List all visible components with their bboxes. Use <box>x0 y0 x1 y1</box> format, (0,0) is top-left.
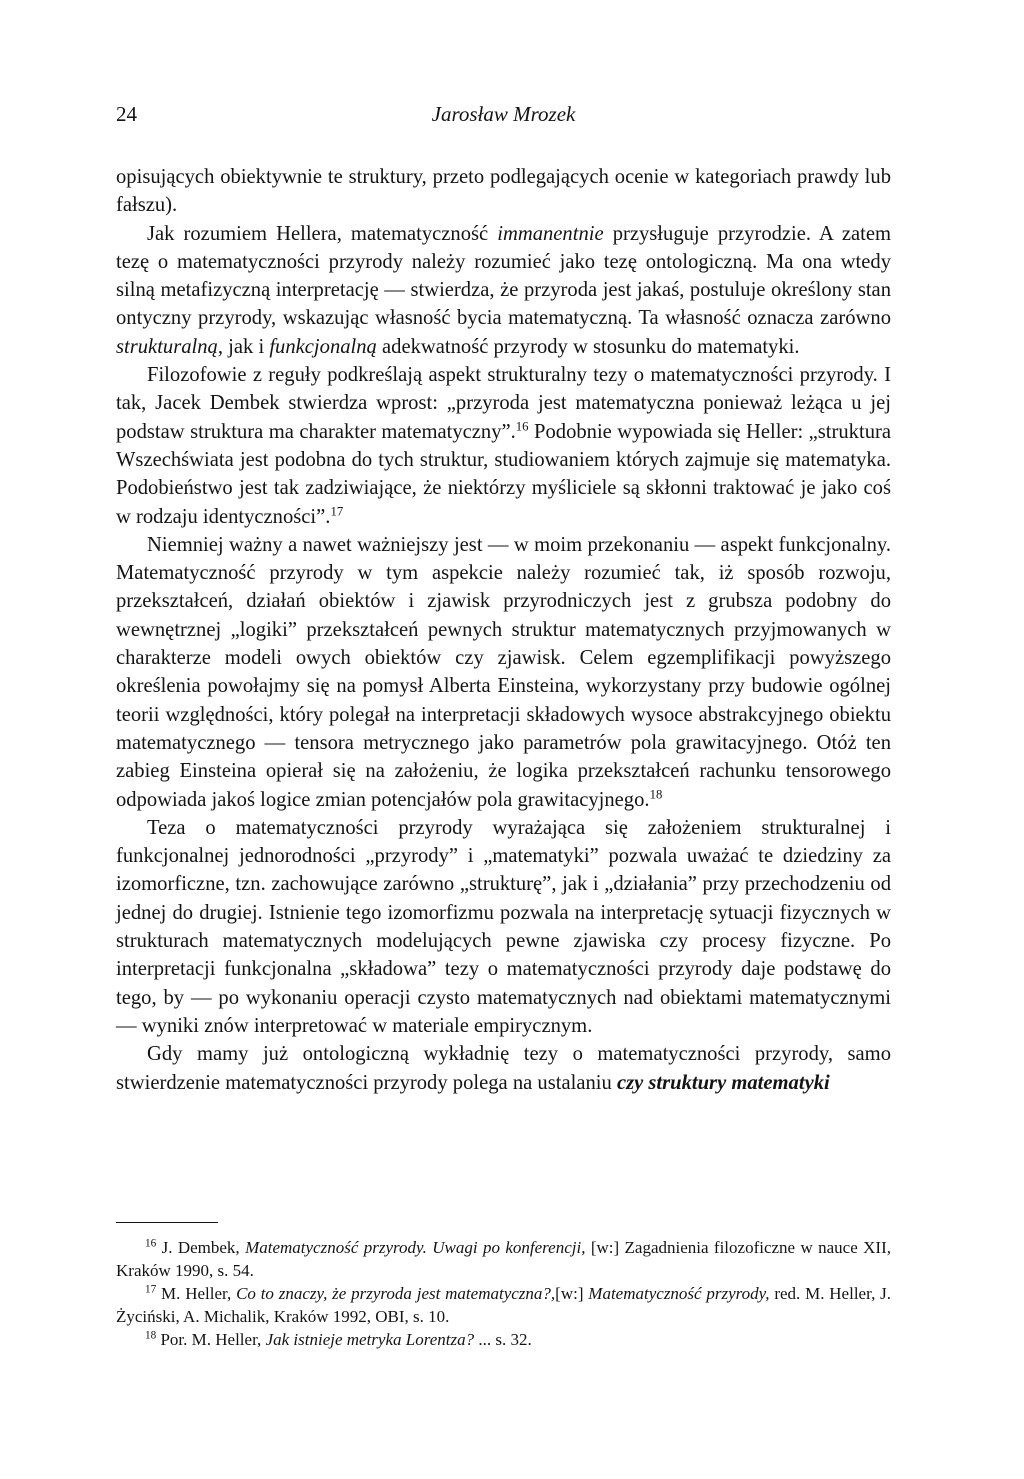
footnote-18-title: Jak istnieje metryka Lorentza? <box>265 1330 475 1349</box>
footnotes <box>116 1236 891 1351</box>
paragraph-2-text-a: Jak rozumiem Hellera, matematyczność <box>147 222 498 245</box>
paragraph-3-text-b: Podobnie wypowiada się Heller: „struktura Wszechświata jest podobna do tych struktur, studiowaniem których zajmuje się matematyka. Podobieństwo jest tak zadziwiające, że niektórzy myśliciele są skłonni traktować je jako coś w rodzaju identyczności”. <box>116 420 891 528</box>
paragraph-4 <box>116 531 891 814</box>
paragraph-5-text: Teza o matematyczności przyrody wyrażająca się założeniem strukturalnej i funkcjonalnej jednorodności „przyrody” i „matematyki” pozwala uważać te dziedziny za izomorficzne, tzn. zachowujące zarówno „strukturę”, jak i „działania” przy przechodzeniu od jednej do drugiej. Istnienie tego izomorfizmu pozwala na interpretację sytuacji fizycznych w strukturach matematycznych modelujących pewne zjawiska czy procesy fizyczne. Po interpretacji funkcjonalna „składowa” tezy o matematyczności przyrody daje podstawę do tego, by — po wykonaniu operacji czysto matematycznych nad obiektami matematycznymi — wyniki znów interpretować w materiale empirycznym. <box>116 816 891 1037</box>
paragraph-2-text-d: adekwatność przyrody w stosunku do matematyki. <box>376 335 800 358</box>
footnote-16-number: 16 <box>145 1237 157 1250</box>
footnote-17-title: Co to znaczy, że przyroda jest matematyczna?, <box>236 1284 556 1303</box>
paragraph-2-emphasis-immanentnie: immanentnie <box>497 222 604 245</box>
paragraph-6-emphasis: czy struktury matematyki <box>616 1071 830 1094</box>
footnote-17-number: 17 <box>145 1283 157 1296</box>
paragraph-4-text: Niemniej ważny a nawet ważniejszy jest — w moim przekonaniu — aspekt funkcjonalny. Matematyczność przyrody w tym aspekcie należy rozumieć tak, iż sposób rozwoju, przekształceń, działań obiektów i zjawisk przyrodniczych jest z grubsza podobny do wewnętrznej „logiki” przekształceń pewnych struktur matematycznych przyjmowanych w charakterze modeli owych obiektów czy zjawisk. Celem egzemplifikacji powyższego określenia powołajmy się na pomysł Alberta Einsteina, wykorzystany przy budowie ogólnej teorii względności, który polegał na interpretacji składowych wysoce abstrakcyjnego obiektu matematycznego — tensora metrycznego jako parametrów pola grawitacyjnego. Otóż ten zabieg Einsteina opierał się na założeniu, że logika przekształceń rachunku tensorowego odpowiada jakoś logice zmian potencjałów pola grawitacyjnego. <box>116 533 891 811</box>
footnote-17-text-c: red. M. Heller, J. Życiński, A. Michalik, Kraków 1992, OBI, s. 10. <box>116 1284 892 1326</box>
paragraph-6 <box>116 1040 891 1097</box>
paragraph-2-text-c: , jak i <box>217 335 270 358</box>
paragraph-1 <box>116 163 891 220</box>
footnote-16 <box>116 1236 891 1282</box>
footnote-16-text-a: J. Dembek, <box>156 1238 246 1257</box>
footnote-17 <box>116 1282 891 1328</box>
page-header <box>116 102 891 132</box>
page-number: 24 <box>116 102 137 126</box>
paragraph-2-text-b: przysługuje przyrodzie. A zatem tezę o matematyczności przyrody należy rozumieć jako tezę ontologiczną. Ma ona wtedy silną metafizyczną interpretację — stwierdza, że przyroda jest jakaś, postuluje określony stan ontyczny przyrody, wskazując własność bycia matematyczną. Ta własność oznacza zarówno <box>116 222 891 330</box>
footnote-separator <box>116 1222 218 1223</box>
paragraph-5 <box>116 814 891 1040</box>
footnote-18-text-b: ... s. 32. <box>474 1330 532 1349</box>
footnote-16-title: Matematyczność przyrody. Uwagi po konferencji, <box>245 1238 586 1257</box>
footnote-18 <box>116 1328 891 1351</box>
footnote-16-text-b: [w:] Zagadnienia filozoficzne w nauce XII, Kraków 1990, s. 54. <box>116 1238 892 1280</box>
footnote-17-text-b: [w:] <box>555 1284 589 1303</box>
footnote-18-text-a: Por. M. Heller, <box>156 1330 266 1349</box>
paragraph-2-emphasis-strukturalna: strukturalną <box>116 335 218 358</box>
paragraph-2-emphasis-funkcjonalna: funkcjonalną <box>269 335 377 358</box>
paragraph-3 <box>116 361 891 531</box>
paragraph-3-text-a: Filozofowie z reguły podkreślają aspekt strukturalny tezy o matematyczności przyrody. I tak, Jacek Dembek stwierdza wprost: „przyroda jest matematyczna ponieważ leżąca u jej podstaw struktura ma charakter matematyczny”. <box>116 364 891 443</box>
running-head-author: Jarosław Mrozek <box>431 102 576 126</box>
footnote-17-text-a: M. Heller, <box>156 1284 237 1303</box>
paragraph-2 <box>116 220 891 361</box>
footnote-18-number: 18 <box>145 1329 157 1342</box>
footnote-ref-18[interactable]: 18 <box>649 787 663 802</box>
footnote-17-book-title: Matematyczność przyrody, <box>588 1284 770 1303</box>
footnote-ref-16[interactable]: 16 <box>515 419 529 434</box>
footnote-ref-17[interactable]: 17 <box>330 504 344 519</box>
main-text <box>116 163 891 1097</box>
paragraph-1-text: opisujących obiektywnie te struktury, przeto podlegających ocenie w kategoriach prawdy lub fałszu). <box>116 166 891 217</box>
paragraph-6-text: Gdy mamy już ontologiczną wykładnię tezy o matematyczności przyrody, samo stwierdzenie matematyczności przyrody polega na ustalaniu <box>116 1043 891 1094</box>
